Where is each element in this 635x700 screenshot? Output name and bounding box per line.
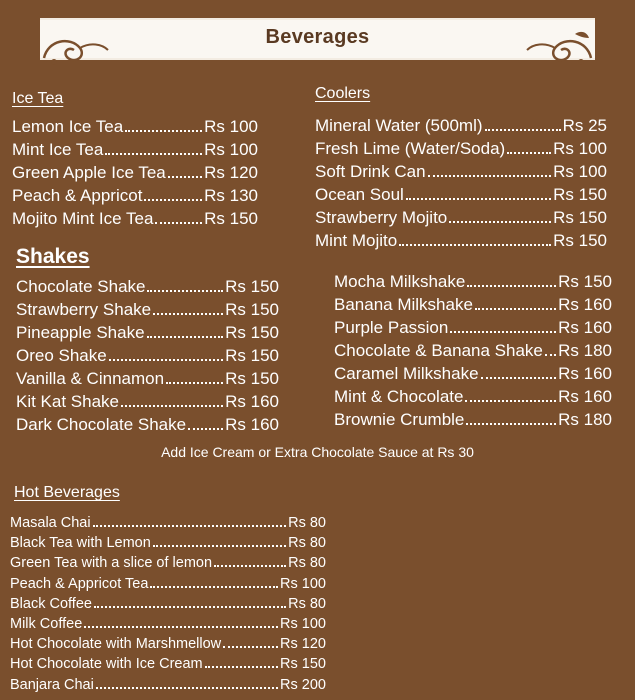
dot-leader <box>144 199 202 201</box>
item-price: Rs 120 <box>280 636 326 653</box>
dot-leader <box>481 377 557 379</box>
menu-item <box>16 390 279 413</box>
dot-leader <box>153 313 223 315</box>
menu-item <box>334 385 612 408</box>
shakes-heading: Shakes <box>16 245 90 268</box>
item-price: Rs 150 <box>225 369 279 388</box>
item-price: Rs 150 <box>225 346 279 365</box>
item-price: Rs 150 <box>280 656 326 673</box>
menu-item <box>334 316 612 339</box>
item-name: Banjara Chai <box>10 676 94 693</box>
menu-item <box>10 614 326 634</box>
item-price: Rs 180 <box>558 410 612 429</box>
item-name: Strawberry Shake <box>16 300 152 319</box>
menu-item <box>10 533 326 553</box>
item-price: Rs 150 <box>558 272 612 291</box>
item-name: Green Tea with a slice of lemon <box>10 555 213 572</box>
item-price: Rs 100 <box>553 162 607 181</box>
item-name: Mint Ice Tea <box>12 140 104 159</box>
page-title: Beverages <box>265 26 370 48</box>
dot-leader <box>507 152 551 154</box>
item-name: Caramel Milkshake <box>334 364 479 383</box>
item-name: Black Coffee <box>10 595 92 612</box>
dot-leader <box>121 405 223 407</box>
item-name: Hot Chocolate with Marshmellow <box>10 636 222 653</box>
shakes-right-list <box>334 270 612 431</box>
dot-leader <box>465 400 556 402</box>
menu-item <box>16 298 279 321</box>
item-name: Kit Kat Shake <box>16 392 120 411</box>
menu-item <box>334 339 612 362</box>
hot-beverages-heading: Hot Beverages <box>14 484 120 501</box>
dot-leader <box>223 646 278 648</box>
dot-leader <box>96 687 278 689</box>
item-price: Rs 150 <box>204 209 258 228</box>
item-price: Rs 160 <box>558 387 612 406</box>
dot-leader <box>449 221 551 223</box>
item-price: Rs 150 <box>553 185 607 204</box>
item-name: Brownie Crumble <box>334 410 465 429</box>
dot-leader <box>94 606 286 608</box>
dot-leader <box>168 176 202 178</box>
ice-tea-heading: Ice Tea <box>12 90 64 107</box>
item-name: Hot Chocolate with Ice Cream <box>10 656 203 673</box>
item-name: Oreo Shake <box>16 346 107 365</box>
dot-leader <box>399 244 551 246</box>
item-price: Rs 160 <box>558 318 612 337</box>
ice-tea-list <box>12 115 258 230</box>
menu-item <box>315 206 607 229</box>
item-price: Rs 200 <box>280 676 326 693</box>
dot-leader <box>188 428 223 430</box>
right-flourish-ornament <box>525 28 595 78</box>
item-name: Ocean Soul <box>315 185 404 204</box>
item-name: Mojito Mint Ice Tea <box>12 209 154 228</box>
menu-item <box>315 229 607 252</box>
dot-leader <box>450 331 556 333</box>
dot-leader <box>205 666 278 668</box>
item-name: Soft Drink Can <box>315 162 426 181</box>
item-price: Rs 130 <box>204 186 258 205</box>
dot-leader <box>84 626 278 628</box>
item-name: Peach & Appricot Tea <box>10 575 149 592</box>
menu-item <box>334 270 612 293</box>
item-price: Rs 160 <box>558 295 612 314</box>
item-name: Lemon Ice Tea <box>12 117 124 136</box>
item-price: Rs 160 <box>225 415 279 434</box>
item-price: Rs 150 <box>225 323 279 342</box>
menu-item <box>10 675 326 695</box>
dot-leader <box>150 586 278 588</box>
item-price: Rs 160 <box>558 364 612 383</box>
menu-item <box>10 574 326 594</box>
menu-item <box>16 413 279 436</box>
item-name: Chocolate Shake <box>16 277 146 296</box>
dot-leader <box>214 565 286 567</box>
dot-leader <box>485 129 561 131</box>
menu-item <box>16 367 279 390</box>
item-price: Rs 80 <box>288 515 326 531</box>
item-name: Pineapple Shake <box>16 323 145 342</box>
item-name: Chocolate & Banana Shake <box>334 341 543 360</box>
menu-item <box>10 513 326 533</box>
dot-leader <box>153 545 286 547</box>
menu-item <box>315 137 607 160</box>
add-on-note: Add Ice Cream or Extra Chocolate Sauce at Rs 30 <box>161 444 474 460</box>
menu-item <box>334 293 612 316</box>
dot-leader <box>125 130 202 132</box>
item-name: Peach & Appricot <box>12 186 143 205</box>
dot-leader <box>466 423 556 425</box>
item-price: Rs 160 <box>225 392 279 411</box>
title-banner <box>40 18 595 60</box>
dot-leader <box>475 308 556 310</box>
item-name: Mocha Milkshake <box>334 272 466 291</box>
item-price: Rs 120 <box>204 163 258 182</box>
coolers-list <box>315 114 607 252</box>
item-price: Rs 150 <box>553 208 607 227</box>
menu-item <box>12 115 258 138</box>
menu-item <box>10 634 326 654</box>
item-price: Rs 100 <box>204 140 258 159</box>
item-price: Rs 100 <box>204 117 258 136</box>
item-price: Rs 150 <box>553 231 607 250</box>
menu-item <box>12 138 258 161</box>
item-name: Purple Passion <box>334 318 449 337</box>
item-price: Rs 100 <box>553 139 607 158</box>
item-price: Rs 80 <box>288 595 326 612</box>
menu-item <box>10 553 326 573</box>
menu-item <box>315 114 607 137</box>
menu-item <box>315 160 607 183</box>
menu-item <box>334 362 612 385</box>
item-name: Vanilla & Cinnamon <box>16 369 165 388</box>
coolers-heading: Coolers <box>315 85 371 102</box>
item-price: Rs 150 <box>225 300 279 319</box>
item-price: Rs 150 <box>225 277 279 296</box>
dot-leader <box>147 336 224 338</box>
item-name: Mineral Water (500ml) <box>315 116 483 135</box>
item-name: Fresh Lime (Water/Soda) <box>315 139 506 158</box>
item-price: Rs 100 <box>280 616 326 633</box>
item-price: Rs 80 <box>288 535 326 552</box>
item-name: Banana Milkshake <box>334 295 473 314</box>
shakes-left-list <box>16 275 279 436</box>
dot-leader <box>147 290 223 292</box>
menu-item <box>12 161 258 184</box>
dot-leader <box>93 525 287 527</box>
menu-item <box>16 321 279 344</box>
item-name: Masala Chai <box>10 515 91 531</box>
item-price: Rs 180 <box>558 341 612 360</box>
item-name: Mint Mojito <box>315 231 398 250</box>
item-name: Strawberry Mojito <box>315 208 448 227</box>
item-name: Black Tea with Lemon <box>10 535 151 552</box>
menu-item <box>16 344 279 367</box>
dot-leader <box>406 198 551 200</box>
item-name: Milk Coffee <box>10 616 83 633</box>
dot-leader <box>109 359 223 361</box>
menu-item <box>334 408 612 431</box>
dot-leader <box>166 382 223 384</box>
item-name: Dark Chocolate Shake <box>16 415 187 434</box>
dot-leader <box>155 222 202 224</box>
item-price: Rs 80 <box>288 555 326 572</box>
dot-leader <box>428 175 552 177</box>
hot-beverages-list <box>10 513 326 695</box>
item-name: Green Apple Ice Tea <box>12 163 166 182</box>
menu-item <box>315 183 607 206</box>
item-name: Mint & Chocolate <box>334 387 464 406</box>
menu-item <box>10 654 326 674</box>
menu-item <box>12 207 258 230</box>
dot-leader <box>467 285 556 287</box>
item-price: Rs 25 <box>562 116 607 135</box>
menu-item <box>12 184 258 207</box>
dot-leader <box>105 153 202 155</box>
menu-item <box>16 275 279 298</box>
item-price: Rs 100 <box>280 575 326 592</box>
dot-leader <box>545 354 556 356</box>
menu-item <box>10 594 326 614</box>
